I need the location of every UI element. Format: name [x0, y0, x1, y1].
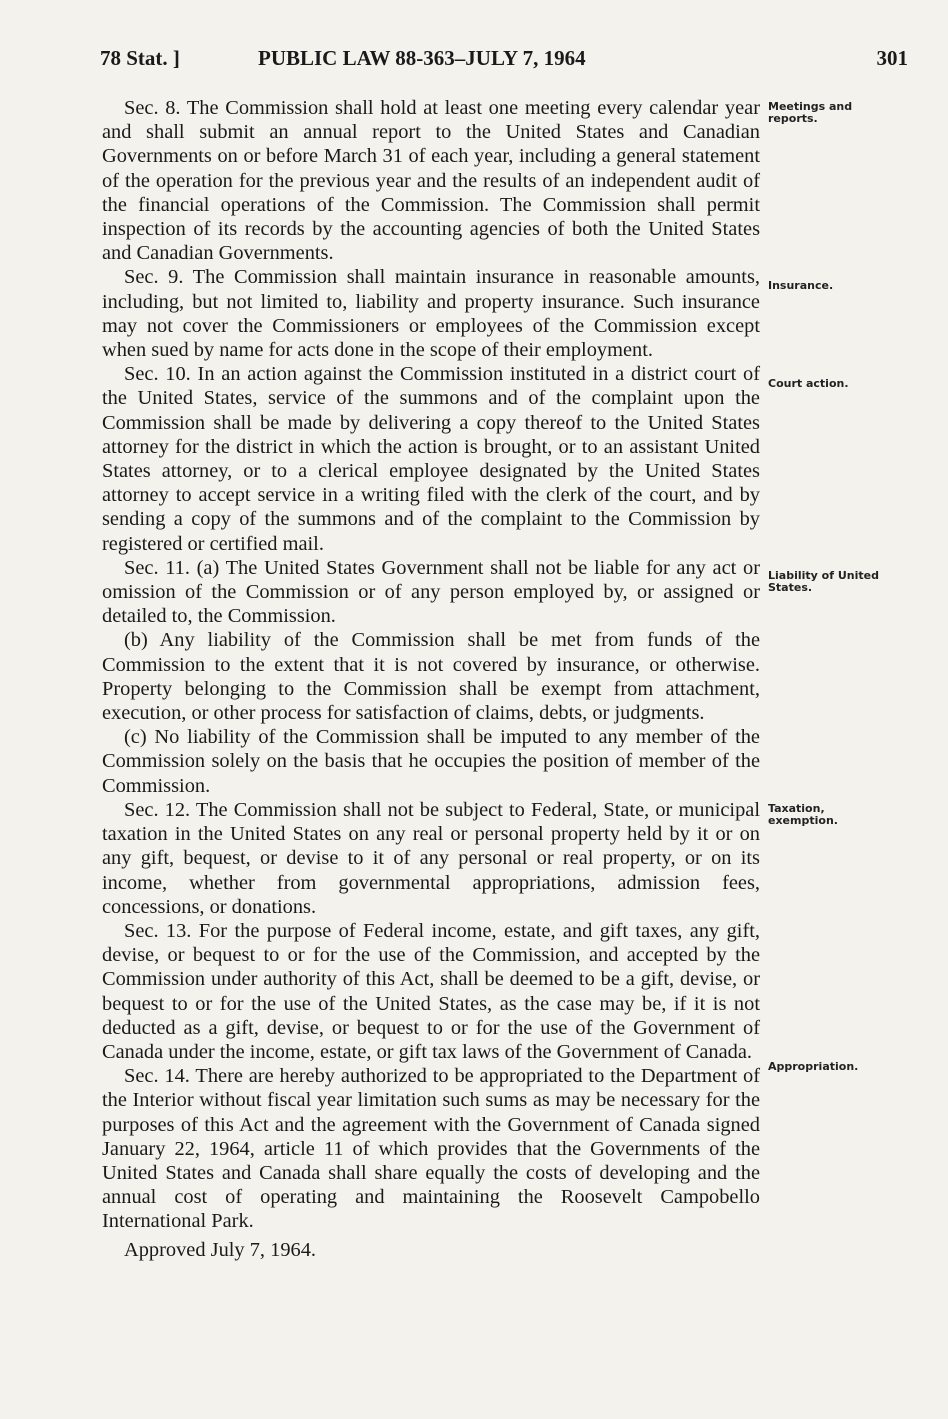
approval-line: Approved July 7, 1964. [124, 1238, 316, 1261]
margin-note-appropriation: Appropriation. [768, 1060, 859, 1073]
page-number: 301 [876, 46, 908, 70]
margin-note-meetings: Meetings and reports. [768, 100, 853, 125]
section-8: Sec. 8. The Commission shall hold at least one meeting every calendar year and shall submit an annual report to the United States and Canadian Governments on or before March 31 of each year, including a general statement of the operation for the previous year and the results of an independent audit of the financial operations of the Commission. The Commission shall permit inspection of its records by the accounting agencies of both the United States and Canadian Governments. [102, 97, 760, 265]
law-text [102, 96, 760, 1262]
page-header [100, 46, 908, 76]
section-12: Sec. 12. The Commission shall not be subject to Federal, State, or municipal taxation in the United States on any real or personal property held by it or on any gift, bequest, or devise to it of any personal or real property, or on its income, whether from governmental appropriations, admission fees, concessions, or donations. [102, 798, 760, 918]
margin-note-insurance: Insurance. [768, 279, 834, 292]
section-11-a: Sec. 11. (a) The United States Government shall not be liable for any act or omission of the Commission or of any person employed by, or assigned or detailed to, the Commission. [102, 556, 760, 628]
section-13: Sec. 13. For the purpose of Federal income, estate, and gift taxes, any gift, devise, or bequest to or for the use of the Commission, and accepted by the Commission under authority of this Act, shall be deemed to be a gift, devise, or bequest to or for the use of the United States, as the case may be, if it is not deducted as a gift, devise, or bequest to or for the use of the Government of Canada under the income, estate, or gift tax laws of the Government of Canada. [102, 919, 760, 1063]
margin-note-taxation: Taxation, exemption. [768, 802, 838, 827]
section-10: Sec. 10. In an action against the Commission instituted in a district court of the United States, service of the summons and of the complaint upon the Commission shall be made by delivering a copy thereof to the United States attorney for the district in which the action is brought, or to an assistant United States attorney, or to a clerical employee designated by the United States attorney to accept service in a writing filed with the clerk of the court, and by sending a copy of the summons and of the complaint to the Commission by registered or certified mail. [102, 363, 760, 555]
section-11-c: (c) No liability of the Commission shall be imputed to any member of the Commission solely on the basis that he occupies the position of member of the Commission. [102, 726, 760, 797]
running-title: PUBLIC LAW 88-363–JULY 7, 1964 [258, 46, 586, 70]
statute-volume: 78 Stat. ] [100, 46, 180, 70]
section-14: Sec. 14. There are hereby authorized to be appropriated to the Department of the Interior without fiscal year limitation such sums as may be necessary for the purposes of this Act and the agreement with the Government of Canada signed January 22, 1964, article 11 of which provides that the Governments of the United States and Canada shall share equally the costs of developing and the annual cost of operating and maintaining the Roosevelt Campobello International Park. [102, 1065, 760, 1233]
margin-note-court-action: Court action. [768, 377, 849, 390]
section-11-b: (b) Any liability of the Commission shall be met from funds of the Commission to the extent that it is not covered by insurance, or otherwise. Property belonging to the Commission shall be exempt from attachment, execution, or other process for satisfaction of claims, debts, or judgments. [102, 629, 760, 725]
section-9: Sec. 9. The Commission shall maintain insurance in reasonable amounts, including, but not limited to, liability and property insurance. Such insurance may not cover the Commissioners or employees of the Commission except when sued by name for acts done in the scope of their employment. [102, 266, 760, 362]
margin-note-liability: Liability of United States. [768, 569, 879, 594]
